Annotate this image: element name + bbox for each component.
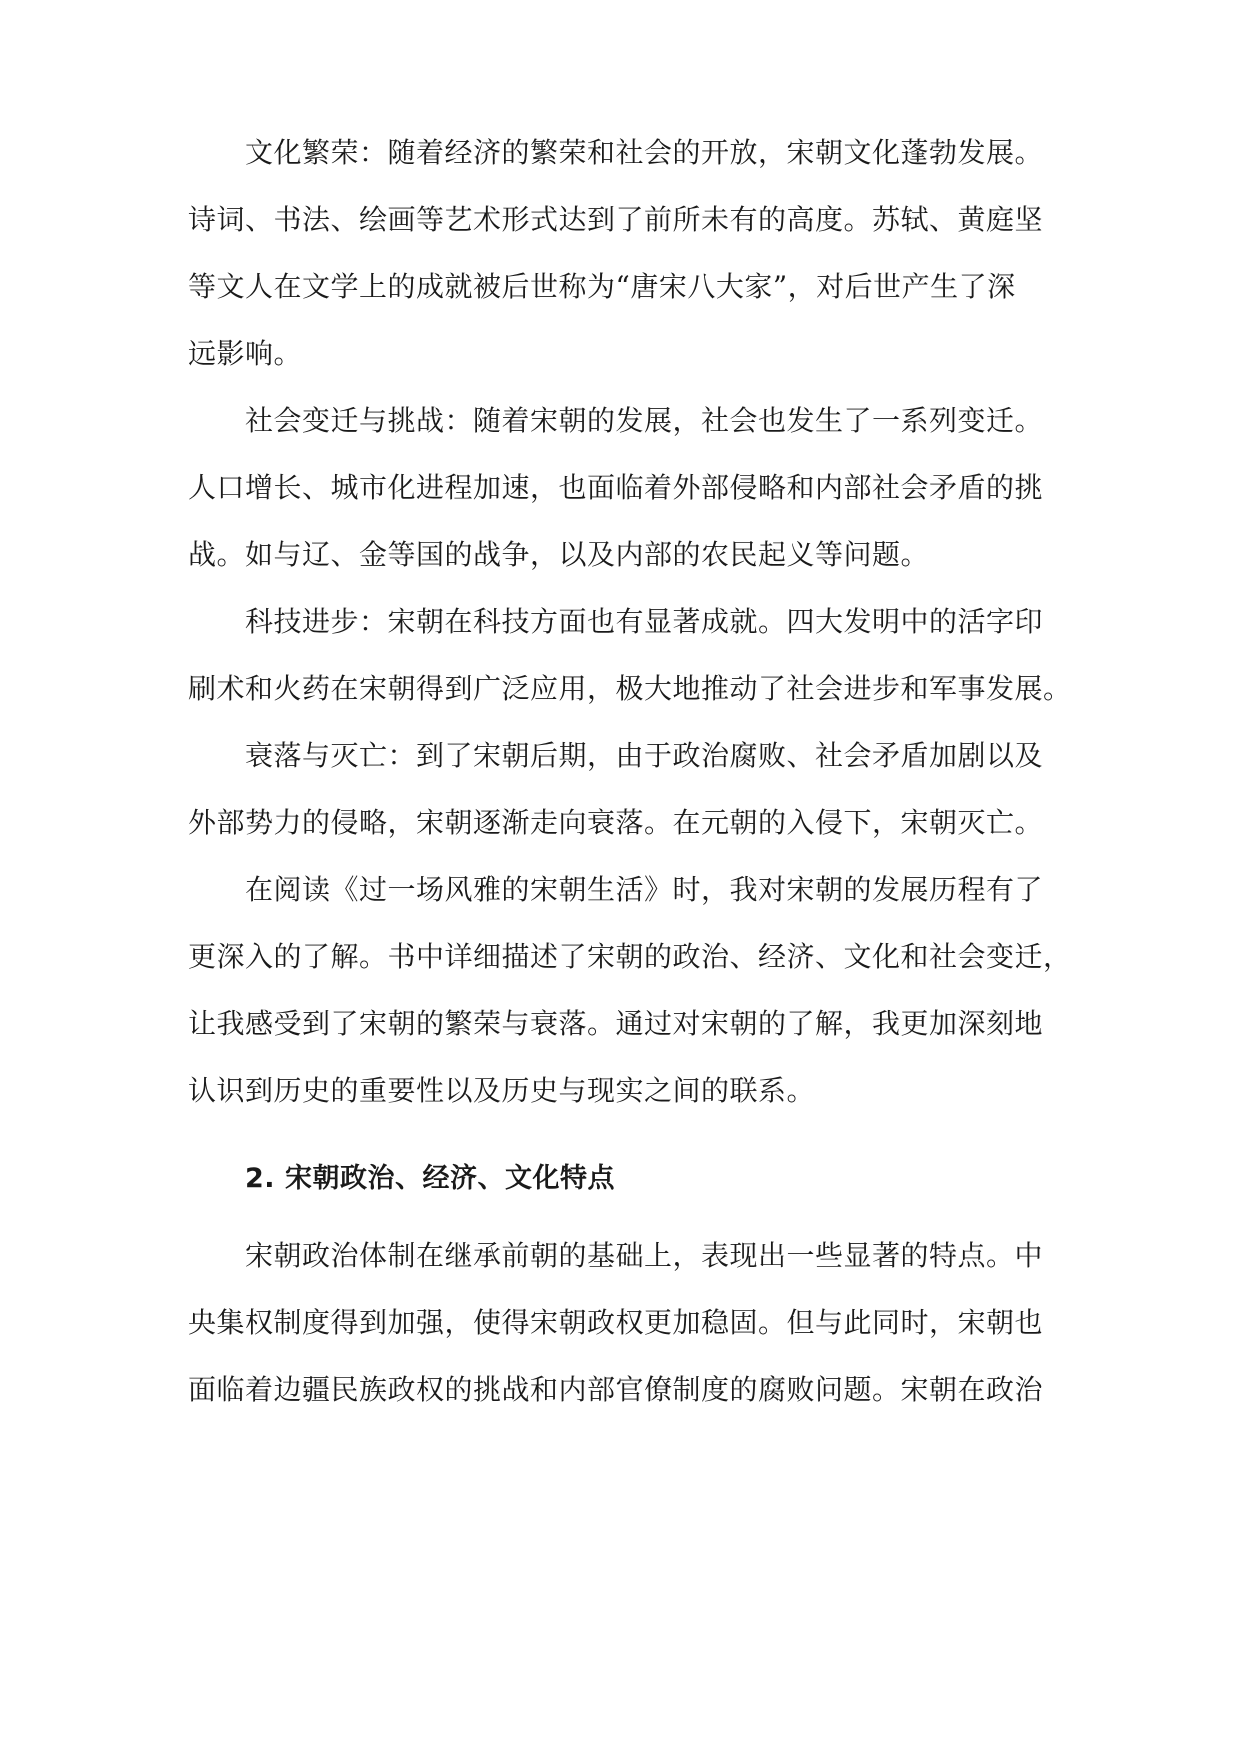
paragraph-line: 更深入的了解。书中详细描述了宋朝的政治、经济、文化和社会变迁， (188, 940, 1072, 973)
paragraph-line: 刷术和火药在宋朝得到广泛应用，极大地推动了社会进步和军事发展。 (188, 672, 1072, 705)
paragraph-line: 认识到历史的重要性以及历史与现实之间的联系。 (188, 1074, 816, 1107)
paragraph-line: 社会变迁与挑战：随着宋朝的发展，社会也发生了一系列变迁。 (245, 404, 1044, 437)
paragraph-line: 战。如与辽、金等国的战争，以及内部的农民起义等问题。 (188, 538, 930, 571)
paragraph-line: 人口增长、城市化进程加速，也面临着外部侵略和内部社会矛盾的挑 (188, 471, 1044, 504)
section-heading: 2. 宋朝政治、经济、文化特点 (245, 1163, 615, 1194)
paragraph-line: 让我感受到了宋朝的繁荣与衰落。通过对宋朝的了解，我更加深刻地 (188, 1007, 1044, 1040)
paragraph-line: 远影响。 (188, 337, 303, 370)
paragraph-line: 科技进步：宋朝在科技方面也有显著成就。四大发明中的活字印 (245, 605, 1044, 638)
paragraph-line: 文化繁荣：随着经济的繁荣和社会的开放，宋朝文化蓬勃发展。 (245, 136, 1044, 169)
paragraph-line: 在阅读《过一场风雅的宋朝生活》时，我对宋朝的发展历程有了 (245, 873, 1044, 906)
paragraph-line: 央集权制度得到加强，使得宋朝政权更加稳固。但与此同时，宋朝也 (188, 1306, 1044, 1339)
paragraph-line: 衰落与灭亡：到了宋朝后期，由于政治腐败、社会矛盾加剧以及 (245, 739, 1044, 772)
paragraph-line: 等文人在文学上的成就被后世称为“唐宋八大家”，对后世产生了深 (188, 270, 1016, 303)
paragraph-line: 外部势力的侵略，宋朝逐渐走向衰落。在元朝的入侵下，宋朝灭亡。 (188, 806, 1044, 839)
paragraph-line: 宋朝政治体制在继承前朝的基础上，表现出一些显著的特点。中 (245, 1239, 1044, 1272)
paragraph-line: 诗词、书法、绘画等艺术形式达到了前所未有的高度。苏轼、黄庭坚 (188, 203, 1044, 236)
paragraph-line: 面临着边疆民族政权的挑战和内部官僚制度的腐败问题。宋朝在政治 (188, 1373, 1044, 1406)
